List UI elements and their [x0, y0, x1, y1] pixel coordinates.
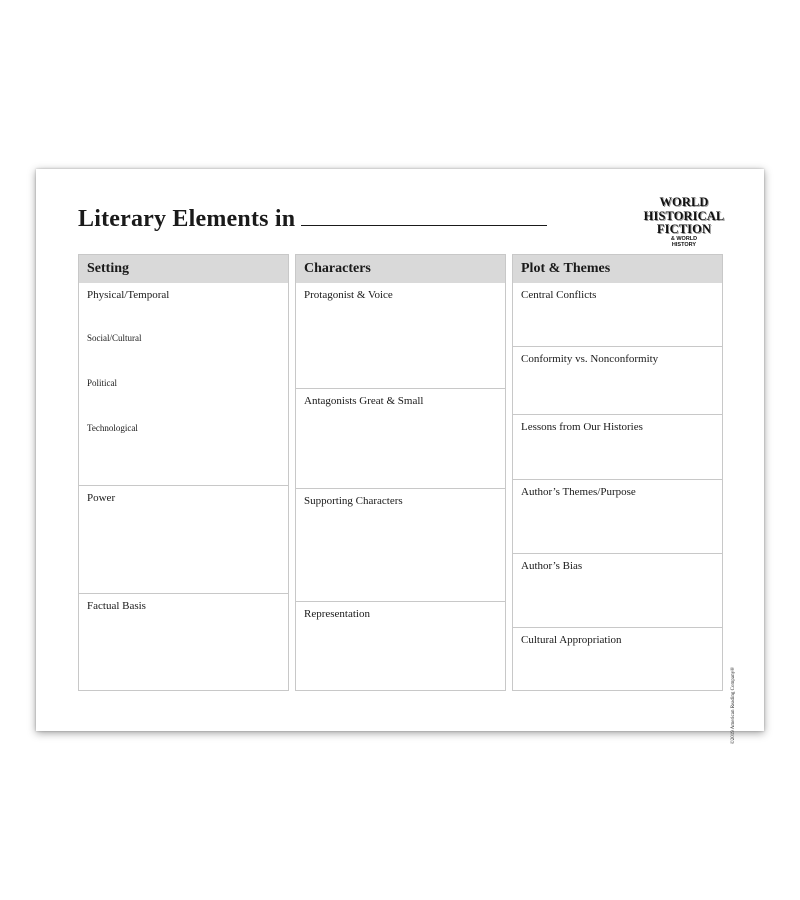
characters-header: Characters: [296, 255, 505, 283]
logo-sub-1: & WORLD: [670, 235, 698, 242]
setting-header: Setting: [79, 255, 288, 283]
cell-label: Protagonist & Voice: [304, 289, 393, 301]
lessons-cell[interactable]: [513, 414, 722, 479]
technological-label: Technological: [87, 423, 138, 433]
cell-label: Factual Basis: [87, 600, 146, 612]
logo-line-1: WORLD: [659, 195, 709, 209]
cell-label: Author’s Themes/Purpose: [521, 486, 636, 498]
representation-cell[interactable]: [296, 601, 505, 690]
world-historical-fiction-logo: [642, 196, 726, 249]
supporting-characters-cell[interactable]: [296, 488, 505, 601]
cell-label: Central Conflicts: [521, 289, 597, 301]
plot-themes-column: [512, 254, 723, 691]
cell-label: Author’s Bias: [521, 560, 583, 572]
title-blank-line[interactable]: [301, 205, 547, 226]
title-row: [78, 205, 547, 233]
cultural-appropriation-cell[interactable]: [513, 627, 722, 690]
characters-column: [295, 254, 506, 691]
cell-label: Antagonists Great & Small: [304, 395, 424, 407]
worksheet-page: [36, 169, 764, 744]
central-conflicts-cell[interactable]: [513, 283, 722, 346]
cell-label: Conformity vs. Nonconformity: [521, 353, 659, 365]
cell-label: Cultural Appropriation: [521, 634, 622, 646]
cell-label: Physical/Temporal: [87, 289, 170, 301]
factual-basis-cell[interactable]: [79, 593, 288, 690]
copyright-notice: [733, 624, 739, 744]
copyright-text: ©2019 American Reading Company®: [731, 667, 736, 744]
cell-label: Representation: [304, 608, 370, 620]
political-label: Political: [87, 378, 117, 388]
authors-bias-cell[interactable]: [513, 553, 722, 627]
cell-label: Supporting Characters: [304, 495, 403, 507]
cell-label: Power: [87, 492, 116, 504]
cell-label: Lessons from Our Histories: [521, 421, 643, 433]
conformity-cell[interactable]: [513, 346, 722, 414]
physical-temporal-cell[interactable]: [79, 283, 288, 485]
plot-themes-header: Plot & Themes: [513, 255, 722, 283]
logo-line-2: HISTORICAL: [643, 208, 725, 223]
logo-sub-2: HISTORY: [671, 242, 697, 249]
authors-themes-cell[interactable]: [513, 479, 722, 553]
protagonist-voice-cell[interactable]: [296, 283, 505, 388]
social-cultural-label: Social/Cultural: [87, 333, 142, 343]
logo-line-3: FICTION: [656, 222, 712, 236]
worksheet-title: Literary Elements in: [78, 206, 296, 232]
power-cell[interactable]: [79, 485, 288, 593]
antagonists-cell[interactable]: [296, 388, 505, 488]
setting-column: [78, 254, 289, 691]
